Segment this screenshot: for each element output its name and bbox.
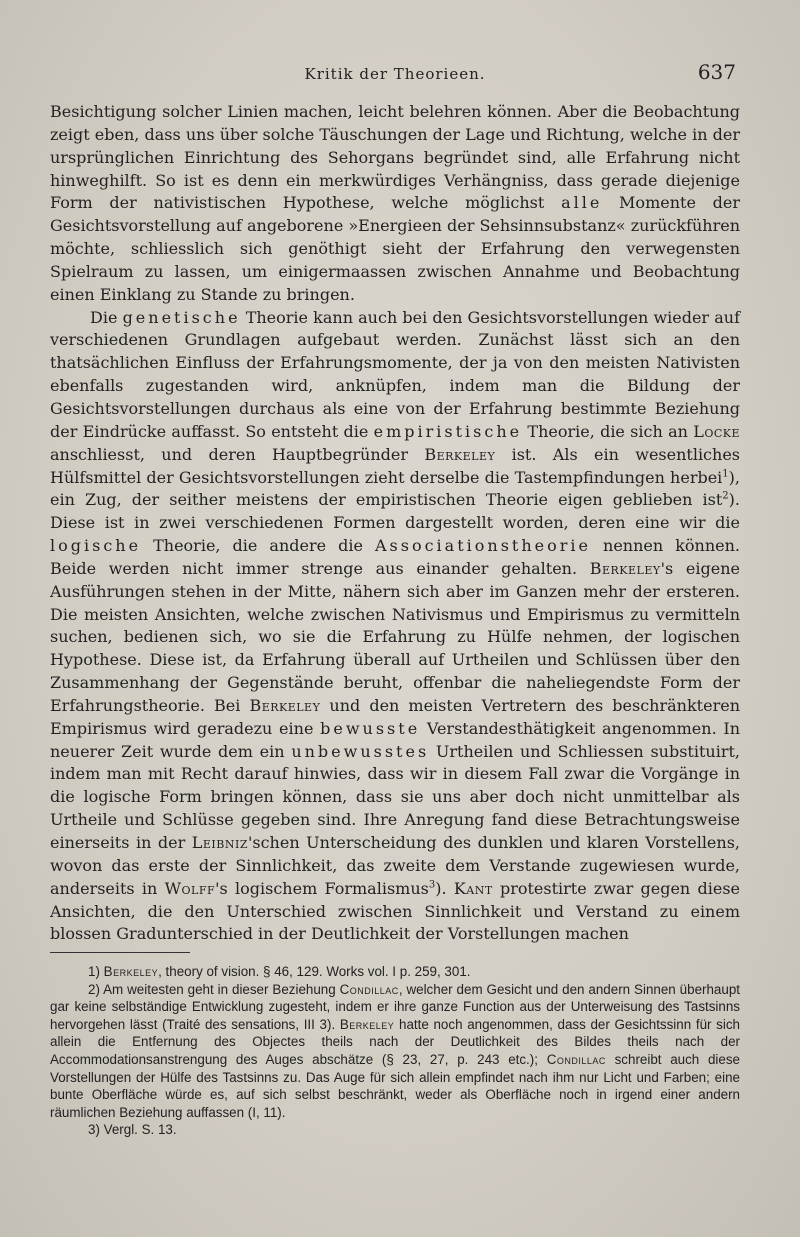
p2-text: Theorie, die sich an [522, 421, 694, 441]
p2-text: 's logischem Formalismus [215, 878, 429, 898]
p2-text: 'schen Unterscheidung des dunklen und klaren Vorstellens, wovon das erste der Sinnlichkeit, das zweite dem Verstande zugewiesen wurde, anderseits in [50, 833, 741, 898]
p2-text: protestirte zwar gegen diese Ansichten, die den Unterschied zwischen Sinnlichkeit und Verstand zu einem blossen Gradunterschied in der Deutlichkeit der Vorstellungen machen [50, 878, 741, 944]
emphasis-bewusste: bewusste [320, 718, 421, 738]
name-berkeley: Berkeley [589, 558, 661, 578]
paragraph-2 [50, 307, 740, 947]
paragraph-1-text-a: Besichtigung solcher Linien machen, leicht belehren können. Aber die Beobachtung zeigt eben, dass uns über solche Täuschungen der Lage und Richtung, welche in der ursprünglichen Einrichtung des Sehorgans begründet sind, alle Erfahrung nicht hinweghilft. So ist es denn ein merkwürdiges Verhängniss, dass gerade diejenige Form der nativistischen Hypothese, welche möglichst [50, 102, 740, 213]
p2-text: Theorie kann auch bei den Gesichtsvorstellungen wieder auf verschiedenen Grundlagen aufgebaut werden. Zunächst lässt sich an den thatsächlichen Einfluss der Erfahrungsmomente, der ja von den meisten Nativisten ebenfalls zugestanden wird, anknüpfen, indem man die Bildung der Gesichtsvorstellungen durchaus als eine von der Erfahrung bestimmte Beziehung der Eindrücke auffasst. So entsteht die [50, 307, 740, 441]
emphasis-alle: alle [561, 193, 603, 213]
emphasis-logische: logische [50, 536, 142, 556]
p2-text: Theorie, die andere die [141, 536, 375, 556]
footnote-text: Vergl. S. 13. [99, 1122, 177, 1138]
page-number: 637 [697, 60, 736, 84]
name-condillac: Condillac [339, 981, 399, 997]
running-title: Kritik der Theorieen. [304, 65, 486, 83]
p2-text: 's eigene Ausführungen stehen in der Mitte, nähern sich aber im Ganzen mehr der ersteren. Die meisten Ansichten, welche zwischen Nativismus und Empirismus zu vermitteln suchen, bedienen sich, wo sie die Erfahrung zu Hülfe nehmen, der logischen Hypothese. Diese ist, da Erfahrung überall auf Urtheilen und Schlüssen über den Zusammenhang der Gegenstände beruht, offenbar die naheliegendste Form der Erfahrungstheorie. Bei [50, 558, 740, 715]
p2-text: Urtheilen und Schliessen substituirt, indem man mit Recht darauf hinwies, dass wir in diesem Fall zwar die Vorgänge in die logische Form bringen können, dass sie uns aber doch nicht unmittelbar als Urtheile und Schlüsse gegeben sind. Ihre Anregung fand diese Betrachtungsweise einerseits in der [50, 741, 740, 852]
name-berkeley: Berkeley [424, 444, 496, 464]
name-berkeley: Berkeley [339, 1016, 395, 1032]
footnote-text: , welcher dem Gesicht und den andern Sinnen überhaupt gar keine selbständige Entwicklung zugesteht, indem er ihre ganze Function aus der Unterweisung des Tastsinns hervorgehen lässt (Traité des sensations, III 3). [50, 981, 740, 1032]
p2-text: ). [435, 878, 454, 898]
emphasis-genetische: genetische [122, 307, 241, 327]
p2-text: nennen können. Beide werden nicht immer strenge aus einander gehalten. [50, 536, 741, 578]
p2-text: ). Diese ist in zwei verschiedenen Formen dargestellt worden, deren eine wir die [50, 490, 740, 533]
footnote-ref-2[interactable]: 2 [722, 491, 729, 503]
main-text [50, 101, 740, 946]
name-wolff: Wolff [164, 878, 216, 898]
emphasis-unbewusstes: unbewusstes [291, 741, 430, 761]
name-leibniz: Leibniz [191, 833, 248, 852]
footnote-mark: 2) [88, 981, 100, 997]
footnote-divider [50, 952, 190, 953]
footnote-ref-3[interactable]: 3 [428, 879, 436, 891]
footnote-1 [50, 963, 740, 981]
name-condillac: Condillac [546, 1051, 606, 1067]
footnote-mark: 3) [88, 1122, 100, 1138]
p2-text: Die [90, 307, 123, 327]
footnote-mark: 1) [88, 964, 100, 979]
name-kant: Kant [453, 878, 493, 898]
footnotes [50, 963, 740, 1139]
paragraph-1 [50, 101, 740, 307]
paragraph-1-text-c: Momente der Gesichtsvorstellung auf angeborene »Energieen der Sehsinnsubstanz« zurückführen möchte, schliesslich sich genöthigt sieht der Erfahrung den verwegensten Spielraum zu lassen, um einigermaassen zwischen Annahme und Beobachtung einen Einklang zu Stande zu bringen. [50, 193, 741, 304]
p2-text: und den meisten Vertretern des beschränkteren Empirismus wird geradezu eine [50, 695, 740, 738]
footnote-text: Am weitesten geht in dieser Beziehung [99, 981, 340, 997]
name-locke: Locke [693, 421, 741, 441]
name-berkeley: Berkeley [103, 964, 159, 979]
footnote-2 [50, 981, 740, 1122]
p2-text: ist. Als ein wesentliches Hülfsmittel der Gesichtsvorstellungen zieht derselbe die Tastempfindungen herbei [50, 444, 740, 487]
footnote-text: schreibt auch diese Vorstellungen der Hülfe des Tastsinns zu. Das Auge für sich allein empfindet nach ihm nur Licht und Farben; eine bunte Oberfläche würde es, auf sich selbst beschränkt, weder als Oberfläche noch in irgend einer andern räumlichen Beziehung auffassen (I, 11). [50, 1051, 740, 1120]
footnote-ref-1[interactable]: 1 [722, 468, 729, 480]
p2-text: ), ein Zug, der seither meistens der empiristischen Theorie eigen geblieben ist [50, 467, 740, 510]
emphasis-empiristische: empiristische [373, 421, 523, 441]
p2-text: Verstandesthätigkeit angenommen. In neuerer Zeit wurde dem ein [50, 718, 740, 761]
p2-text: anschliesst, und deren Hauptbegründer [50, 444, 425, 464]
footnote-text: hatte noch angenommen, dass der Gesichtssinn für sich allein die Entfernung des Objectes theils nach der Deutlichkeit des Bildes theils nach der Accommodationsanstrengung des Auges abschätze (§ 23, 27, p. 243 etc.); [50, 1016, 740, 1067]
footnote-text: , theory of vision. § 46, 129. Works vol. I p. 259, 301. [158, 964, 471, 979]
emphasis-associationstheorie: Associationstheorie [374, 536, 591, 556]
footnote-3 [50, 1121, 740, 1139]
page-header [50, 60, 740, 88]
name-berkeley: Berkeley [249, 695, 321, 715]
